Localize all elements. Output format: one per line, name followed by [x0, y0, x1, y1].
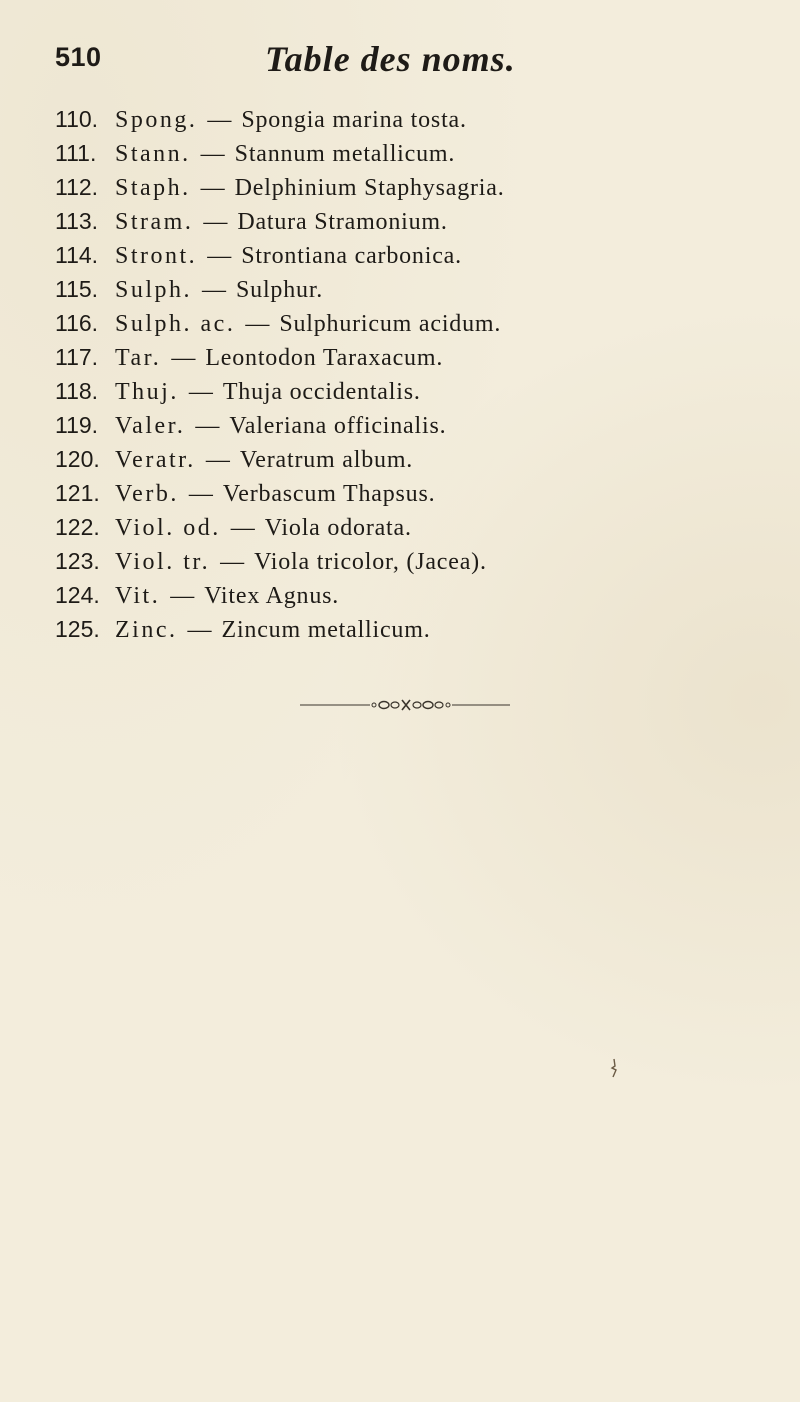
list-item — [55, 238, 795, 272]
entry-name: Delphinium Staphysagria. — [234, 175, 505, 201]
entry-number: 116. — [55, 310, 99, 336]
entry-name: Sulphuricum acidum. — [279, 311, 502, 337]
entry-abbreviation: Stront. — [115, 243, 198, 269]
entry-name: Zincum metallicum. — [221, 617, 431, 643]
entry-abbreviation: Tar. — [115, 345, 162, 371]
entry-dash: — — [245, 311, 270, 337]
entry-abbreviation: Viol. od. — [115, 515, 221, 541]
list-item — [55, 170, 795, 204]
entry-abbreviation: Verb. — [115, 481, 179, 507]
entry-dash: — — [203, 209, 228, 235]
entry-dash: — — [207, 243, 232, 269]
entry-number: 119. — [55, 412, 99, 438]
entry-abbreviation: Sulph. — [115, 277, 193, 303]
entry-name: Thuja occidentalis. — [222, 379, 421, 405]
entry-abbreviation: Viol. tr. — [115, 549, 211, 575]
entry-dash: — — [200, 141, 225, 167]
entry-name: Vitex Agnus. — [204, 583, 340, 609]
entry-name: Datura Stramonium. — [237, 209, 448, 235]
entry-abbreviation: Valer. — [115, 413, 186, 439]
list-item — [55, 204, 795, 238]
entry-name: Valeriana officinalis. — [229, 413, 447, 439]
entry-number: 120. — [55, 446, 100, 472]
entry-abbreviation: Spong. — [115, 107, 198, 133]
entry-dash: — — [170, 583, 195, 609]
entry-abbreviation: Sulph. ac. — [115, 311, 236, 337]
entry-number: 112. — [55, 174, 99, 200]
list-item — [55, 510, 795, 544]
list-item — [55, 612, 795, 646]
page-header — [0, 38, 800, 88]
entry-list — [55, 102, 795, 646]
entry-abbreviation: Stram. — [115, 209, 194, 235]
entry-name: Stannum metallicum. — [234, 141, 456, 167]
entry-number: 117. — [55, 344, 99, 370]
list-item — [55, 442, 795, 476]
entry-number: 118. — [55, 378, 99, 404]
entry-number: 125. — [55, 616, 100, 642]
entry-number: 123. — [55, 548, 100, 574]
entry-name: Viola odorata. — [264, 515, 412, 541]
list-item — [55, 306, 795, 340]
entry-number: 114. — [55, 242, 99, 268]
list-item — [55, 136, 795, 170]
list-item — [55, 476, 795, 510]
ornament-divider-icon — [300, 697, 510, 713]
entry-dash: — — [171, 345, 196, 371]
running-title: Table des noms. — [265, 39, 516, 79]
entry-dash: — — [207, 107, 232, 133]
entry-dash: — — [205, 447, 230, 473]
entry-dash: — — [200, 175, 225, 201]
entry-dash: — — [220, 549, 245, 575]
entry-abbreviation: Vit. — [115, 583, 161, 609]
entry-name: Leontodon Taraxacum. — [205, 345, 444, 371]
list-item — [55, 544, 795, 578]
entry-number: 110. — [55, 106, 99, 132]
entry-dash: — — [188, 379, 213, 405]
entry-name: Spongia marina tosta. — [241, 107, 467, 133]
list-item — [55, 340, 795, 374]
entry-number: 121. — [55, 480, 100, 506]
entry-abbreviation: Thuj. — [115, 379, 179, 405]
entry-dash: — — [188, 481, 213, 507]
ink-speck-icon — [608, 1058, 620, 1078]
list-item — [55, 272, 795, 306]
entry-name: Viola tricolor, (Jacea). — [254, 549, 487, 575]
entry-dash: — — [187, 617, 212, 643]
entry-name: Verbascum Thapsus. — [222, 481, 436, 507]
entry-dash: — — [230, 515, 255, 541]
entry-number: 115. — [55, 276, 99, 302]
list-item — [55, 374, 795, 408]
entry-name: Sulphur. — [236, 277, 324, 303]
list-item — [55, 408, 795, 442]
entry-name: Veratrum album. — [239, 447, 414, 473]
entry-abbreviation: Staph. — [115, 175, 191, 201]
entry-abbreviation: Zinc. — [115, 617, 178, 643]
entry-abbreviation: Veratr. — [115, 447, 196, 473]
list-item — [55, 578, 795, 612]
entry-dash: — — [202, 277, 227, 303]
entry-number: 124. — [55, 582, 100, 608]
entry-abbreviation: Stann. — [115, 141, 191, 167]
entry-number: 122. — [55, 514, 100, 540]
page-number: 510 — [55, 42, 102, 72]
entry-number: 113. — [55, 208, 99, 234]
entry-dash: — — [195, 413, 220, 439]
entry-number: 111. — [55, 140, 97, 166]
entry-name: Strontiana carbonica. — [241, 243, 462, 269]
list-item — [55, 102, 795, 136]
